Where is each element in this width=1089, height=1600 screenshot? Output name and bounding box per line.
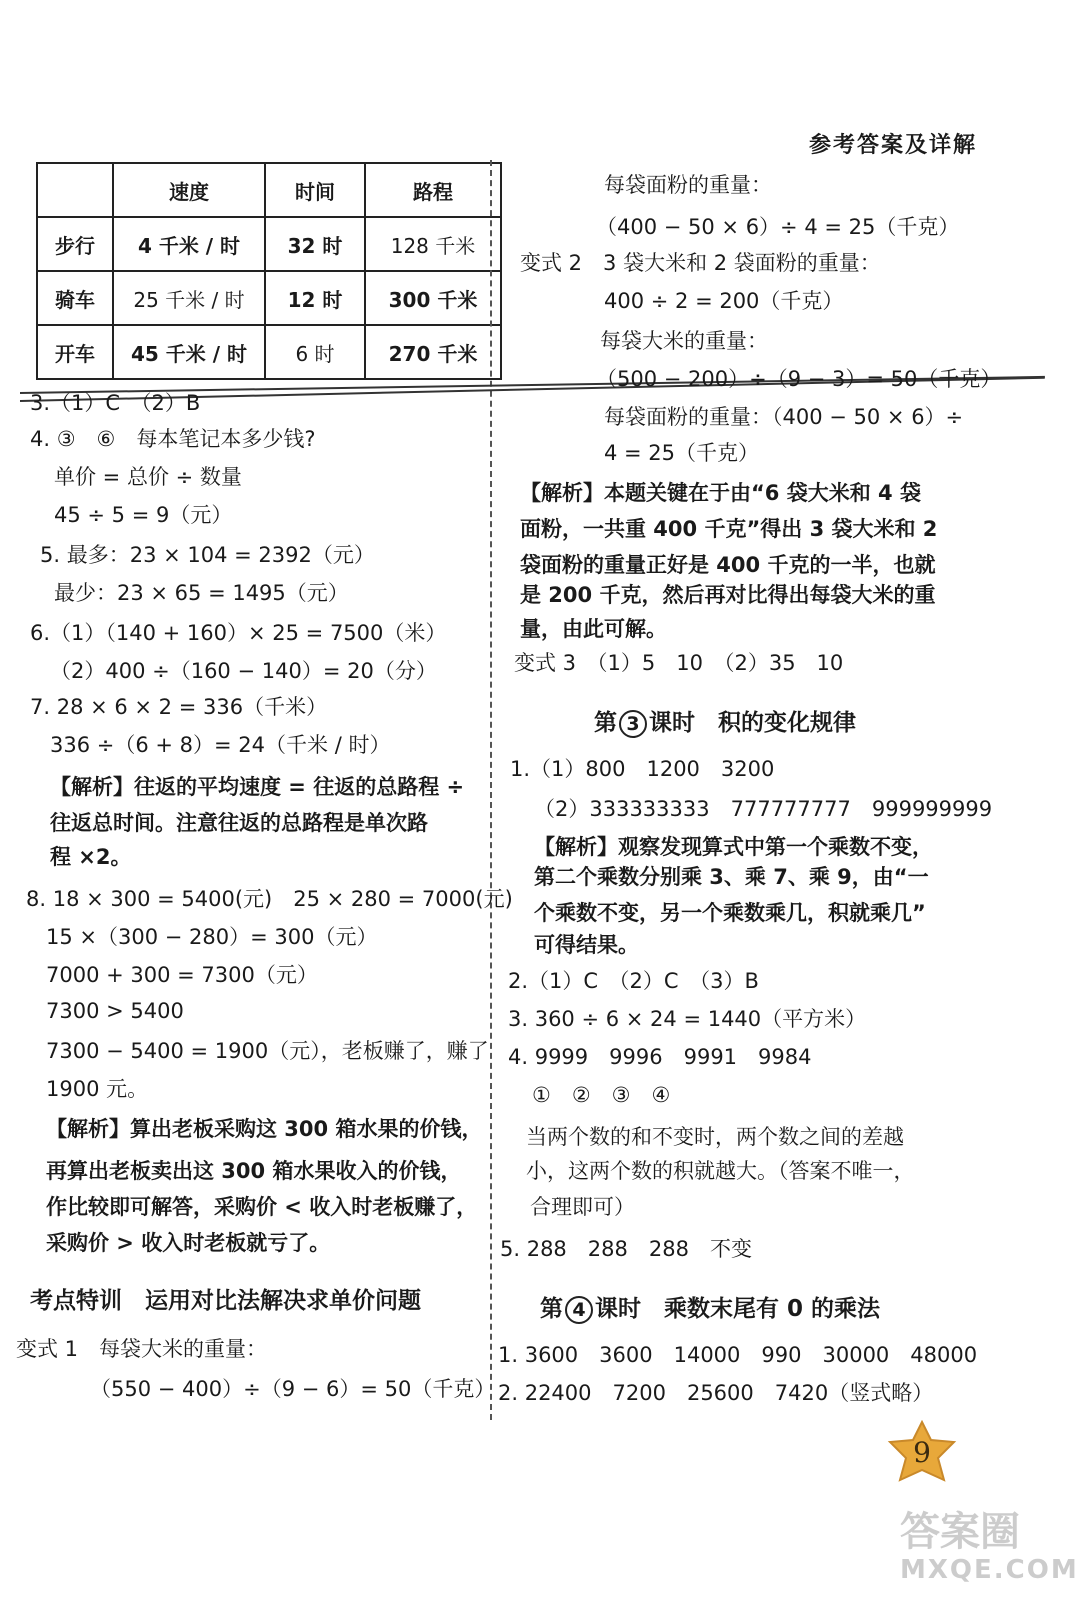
- answer-5: 5. 最多：23 × 104 = 2392（元）: [40, 543, 375, 567]
- variant-2-analysis: 量，由此可解。: [520, 617, 667, 641]
- answer-7-analysis: 程 ×2。: [50, 845, 132, 869]
- lesson-number-badge: 4: [565, 1296, 593, 1324]
- table-cell: 步行: [37, 217, 113, 271]
- variant-2-analysis: 袋面粉的重量正好是 400 千克的一半，也就: [520, 553, 936, 577]
- lesson-title-prefix: 第: [540, 1296, 563, 1322]
- answer-7-line: 336 ÷（6 + 8）= 24（千米 / 时）: [50, 733, 391, 757]
- table-cell: 25 千米 / 时: [113, 271, 265, 325]
- variant-2: 变式 2 3 袋大米和 2 袋面粉的重量：: [520, 251, 881, 275]
- answer-5-line: 最少：23 × 65 = 1495（元）: [54, 581, 349, 605]
- answer-7-analysis: 【解析】往返的平均速度 = 往返的总路程 ÷: [50, 775, 465, 799]
- table-cell: 6 时: [265, 325, 365, 379]
- variant-line: （400 − 50 × 6）÷ 4 = 25（千克）: [596, 215, 960, 239]
- watermark-url: MXQE.COM: [900, 1555, 1079, 1585]
- lesson3-analysis: 【解析】观察发现算式中第一个乘数不变，: [534, 835, 933, 859]
- answer-8-line: 7300 − 5400 = 1900（元），老板赚了，赚了: [46, 1039, 489, 1063]
- answer-8-analysis: 再算出老板卖出这 300 箱水果收入的价钱，: [46, 1159, 462, 1183]
- table-header-cell: 时间: [265, 163, 365, 217]
- lesson3-analysis: 可得结果。: [534, 933, 639, 957]
- answer-8-analysis: 作比较即可解答，采购价 < 收入时老板赚了，: [46, 1195, 478, 1219]
- table-cell: 12 时: [265, 271, 365, 325]
- table-header-cell: 路程: [365, 163, 501, 217]
- lesson4-answer-2: 2. 22400 7200 25600 7420（竖式略）: [498, 1381, 934, 1405]
- table-row: [37, 217, 501, 271]
- lesson-title-text: 课时 积的变化规律: [649, 710, 856, 736]
- variant-2-line: （500 − 200）÷（9 − 3）= 50（千克）: [596, 367, 1002, 391]
- lesson3-answer-5: 5. 288 288 288 不变: [500, 1237, 752, 1261]
- table-cell: 128 千米: [365, 217, 501, 271]
- table-row: [37, 325, 501, 379]
- lesson3-analysis: 个乘数不变，另一个乘数乘几，积就乘几”: [534, 901, 926, 925]
- answer-6: 6.（1）（140 + 160）× 25 = 7500（米）: [30, 621, 447, 645]
- page-header: 参考答案及详解: [808, 133, 977, 158]
- answer-4-line: 45 ÷ 5 = 9（元）: [54, 503, 233, 527]
- variant-2-line: 每袋面粉的重量：（400 − 50 × 6）÷: [604, 405, 964, 429]
- page-number-badge: [884, 1420, 960, 1484]
- variant-2-line: 每袋大米的重量：: [600, 329, 768, 353]
- answer-8-line: 7000 + 300 = 7300（元）: [46, 963, 318, 987]
- table-cell: 4 千米 / 时: [113, 217, 265, 271]
- column-divider: [490, 160, 492, 1420]
- lesson3-answer-2: 2.（1）C （2）C （3）B: [508, 969, 759, 993]
- answer-4-line: 单价 = 总价 ÷ 数量: [54, 465, 242, 489]
- lesson3-answer-4-line: ① ② ③ ④: [532, 1083, 671, 1107]
- table-cell: 骑车: [37, 271, 113, 325]
- table-row: [37, 271, 501, 325]
- lesson3-answer-4-line: 合理即可）: [530, 1195, 635, 1219]
- variant-3: 变式 3 （1）5 10 （2）35 10: [514, 651, 844, 675]
- answer-4: 4. ③ ⑥ 每本笔记本多少钱?: [30, 427, 316, 451]
- lesson-4-title: [540, 1290, 880, 1324]
- variant-2-line: 400 ÷ 2 = 200（千克）: [604, 289, 844, 313]
- table-cell: 270 千米: [365, 325, 501, 379]
- lesson3-answer-1-line: （2）333333333 777777777 999999999: [534, 797, 993, 821]
- lesson4-answer-1: 1. 3600 3600 14000 990 30000 48000: [498, 1343, 978, 1367]
- variant-1-line: （550 − 400）÷（9 − 6）= 50（千克）: [90, 1377, 496, 1401]
- lesson-title-text: 课时 乘数末尾有 0 的乘法: [595, 1296, 881, 1322]
- table-header-row: [37, 163, 501, 217]
- lesson-number-badge: 3: [619, 710, 647, 738]
- variant-2-line: 4 = 25（千克）: [604, 441, 760, 465]
- variant-2-analysis: 面粉，一共重 400 千克”得出 3 袋大米和 2: [520, 517, 938, 541]
- variant-2-analysis: 【解析】本题关键在于由“6 袋大米和 4 袋: [520, 481, 921, 505]
- speed-time-distance-table: [36, 162, 502, 380]
- lesson3-answer-3: 3. 360 ÷ 6 × 24 = 1440（平方米）: [508, 1007, 867, 1031]
- answer-7: 7. 28 × 6 × 2 = 336（千米）: [30, 695, 328, 719]
- watermark-logo: 答案圈: [900, 1509, 1020, 1555]
- table-header-cell: 速度: [113, 163, 265, 217]
- answer-8-analysis: 【解析】算出老板采购这 300 箱水果的价钱，: [46, 1117, 483, 1141]
- lesson3-analysis: 第二个乘数分别乘 3、乘 7、乘 9，由“一: [534, 865, 929, 889]
- section-title-kaodian: 考点特训 运用对比法解决求单价问题: [30, 1288, 421, 1314]
- table-cell: 32 时: [265, 217, 365, 271]
- variant-1: 变式 1 每袋大米的重量：: [16, 1337, 268, 1361]
- answer-8-line: 1900 元。: [46, 1077, 149, 1101]
- answer-6-line: （2）400 ÷（160 − 140）= 20（分）: [50, 659, 437, 683]
- lesson3-answer-1: 1.（1）800 1200 3200: [510, 757, 775, 781]
- answer-3: 3.（1）C （2）B: [30, 391, 201, 415]
- lesson3-answer-4-line: 当两个数的和不变时，两个数之间的差越: [526, 1125, 904, 1149]
- lesson3-answer-4-line: 小，这两个数的积就越大。（答案不唯一，: [526, 1159, 915, 1183]
- lesson3-answer-4: 4. 9999 9996 9991 9984: [508, 1045, 812, 1069]
- lesson-title-prefix: 第: [594, 710, 617, 736]
- answer-8-analysis: 采购价 > 收入时老板就亏了。: [46, 1231, 331, 1255]
- table-cell: 45 千米 / 时: [113, 325, 265, 379]
- answer-8-line: 15 ×（300 − 280）= 300（元）: [46, 925, 378, 949]
- table-header-cell: [37, 163, 113, 217]
- table-cell: 开车: [37, 325, 113, 379]
- page-number: 9: [913, 1436, 931, 1469]
- variant-line: 每袋面粉的重量：: [604, 173, 772, 197]
- lesson-3-title: [594, 704, 856, 738]
- answer-8-line: 7300 > 5400: [46, 999, 184, 1023]
- answer-7-analysis: 往返总时间。注意往返的总路程是单次路: [50, 811, 428, 835]
- answer-8: 8. 18 × 300 = 5400(元) 25 × 280 = 7000(元): [26, 887, 513, 911]
- variant-2-analysis: 是 200 千克，然后再对比得出每袋大米的重: [520, 583, 936, 607]
- table-cell: 300 千米: [365, 271, 501, 325]
